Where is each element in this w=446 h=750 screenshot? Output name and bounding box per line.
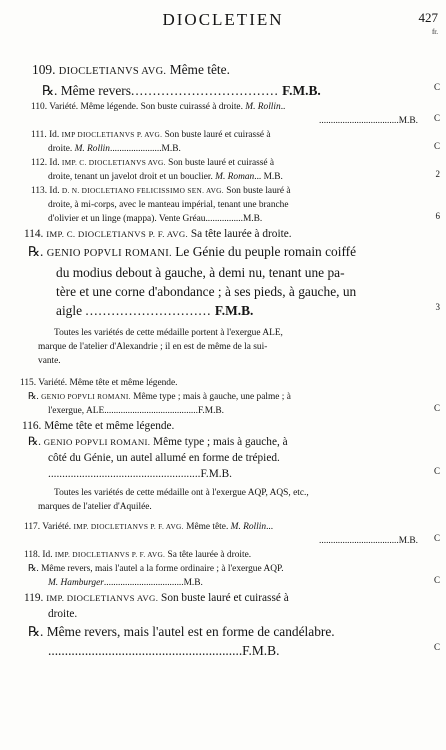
entry-110: 110. Variété. Même légende. Son buste cuirassé à droite. M. Rollin.. ..................................M.B. C	[0, 100, 446, 128]
entry-number: 111.	[31, 130, 47, 140]
entry-description: Sa tête laurée à droite.	[190, 228, 292, 240]
entry-118-reverse: ℞. Même revers, mais l'autel a la forme ordinaire ; à l'exergue AQP. M. Hamburger..................................M.B. C	[28, 564, 440, 588]
coin-legend: IMP. DIOCLETIANVS AVG.	[46, 593, 159, 603]
collection-name: M. Rollin	[230, 522, 267, 532]
rarity-mark: C	[433, 113, 440, 123]
entry-number: 119.	[24, 592, 44, 604]
rarity-mark: C	[433, 533, 440, 543]
module-line: ..................................M.B.	[319, 116, 418, 126]
entry-description: Son buste lauré et cuirassé à	[161, 592, 289, 604]
entry-number: 114.	[24, 228, 44, 240]
entry-117: 117. Variété. IMP. DIOCLETIANVS P. F. AVG. Même tête. M. Rollin... ..................................M.B. C	[0, 520, 446, 548]
collection-name: M. Roman	[215, 172, 255, 182]
entry-description: Même tête et même légende.	[44, 420, 175, 432]
entry-118: 118. Id. IMP. DIOCLETIANVS P. F. AVG. Sa tête laurée à droite.	[24, 550, 252, 560]
reverse-label: ℞. Même revers	[42, 83, 131, 98]
page-number: 427	[418, 10, 438, 25]
coin-legend: GENIO POPVLI ROMANI.	[41, 392, 131, 401]
footnote-ale: Toutes les variétés de cette médaille portent à l'exergue ALE, marque de l'atelier d'Alexandrie ; il en est de même de la sui- vante.	[38, 328, 283, 366]
module-label: F.M.B.	[214, 303, 254, 318]
rarity-mark: 6	[435, 211, 440, 221]
catalogue-text	[0, 60, 446, 660]
entry-114-reverse: ℞. GENIO POPVLI ROMANI. Le Génie du peuple romain coiffé du modius debout à gauche, à demi nu, tenant une pa- tère et une corne d'abondance ; à ses pieds, à gauche, un aigle ............................. F.M.B. 3	[28, 244, 440, 318]
entry-112: 112. Id. IMP. C. DIOCLETIANVS AVG. Son buste lauré et cuirassé à droite, tenant un javelot droit et un bouclier. M. Roman... M.B. 2	[31, 158, 440, 182]
coin-legend: IMP DIOCLETIANVS P. AVG.	[61, 130, 163, 139]
rarity-mark: C	[433, 141, 440, 151]
entry-description: Son buste lauré et cuirassé à	[168, 158, 275, 168]
entry-number: 112.	[31, 158, 48, 168]
reverse-label: ℞.	[28, 436, 41, 448]
rarity-mark: C	[433, 575, 440, 585]
margin-mark: fr.	[431, 28, 438, 36]
collection-name: M. Rollin	[245, 102, 281, 112]
footnote-aqp: Toutes les variétés de cette médaille ont à l'exergue AQP, AQS, etc., marques de l'atelier d'Aquilée.	[38, 488, 309, 512]
entry-119: 119. IMP. DIOCLETIANVS AVG. Son buste lauré et cuirassé à droite.	[24, 592, 289, 620]
entry-109	[0, 60, 446, 81]
page-header	[0, 8, 446, 36]
module-label: F.M.B.	[282, 83, 321, 98]
rarity-mark: C	[433, 466, 440, 476]
entry-description: Même tête.	[186, 522, 229, 532]
entry-114	[0, 226, 446, 242]
entry-109-reverse	[0, 81, 446, 100]
entry-number: 118.	[24, 550, 41, 560]
leader-dots: ..................................	[130, 83, 279, 98]
module-line: ..................................M.B.	[319, 536, 418, 546]
coin-legend: GENIO POPVLI ROMANI.	[43, 437, 151, 447]
entry-number: 116.	[22, 420, 42, 432]
entry-description: Variété. Même tête et même légende.	[38, 378, 178, 388]
coin-legend: IMP. DIOCLETIANVS P. F. AVG.	[54, 550, 166, 559]
entry-116-reverse: ℞. GENIO POPVLI ROMANI. Même type ; mais à gauche, à côté du Génie, un autel allumé en forme de trépied. ......................................................F.M.B. C	[28, 436, 440, 480]
coin-legend: GENIO POPVLI ROMANI.	[46, 248, 172, 259]
coin-legend: IMP. C. DIOCLETIANVS AVG.	[61, 158, 166, 167]
entry-number: 110.	[31, 102, 48, 112]
coin-legend: IMP. C. DIOCLETIANVS P. F. AVG.	[46, 229, 189, 239]
entry-description: Même tête.	[169, 62, 230, 77]
rarity-mark: C	[433, 82, 440, 92]
coin-legend: DIOCLETIANVS AVG.	[58, 66, 167, 77]
entry-111: 111. Id. IMP DIOCLETIANVS P. AVG. Son buste lauré et cuirassé à droite. M. Rollin......................M.B. C	[31, 130, 440, 154]
entry-115-reverse: ℞. GENIO POPVLI ROMANI. Même type ; mais à gauche, une palme ; à l'exergue, ALE........................................F.M.B. C	[28, 392, 440, 416]
rarity-mark: 3	[435, 302, 440, 312]
rarity-mark: 2	[435, 169, 440, 179]
entry-description: Son buste lauré à	[226, 186, 291, 196]
entry-number: 115.	[20, 378, 37, 388]
entry-113: 113. Id. D. N. DIOCLETIANO FELICISSIMO SEN. AVG. Son buste lauré à droite, à mi-corps, avec le manteau impérial, tenant une branche d'olivier et un linge (mappa). Vente Gréau................M.B. 6	[31, 186, 440, 224]
running-title: DIOCLETIEN	[162, 10, 284, 29]
entry-number: 113.	[31, 186, 48, 196]
collection-name: M. Hamburger	[48, 578, 104, 588]
reverse-label: ℞.	[28, 244, 44, 259]
collection-name: M. Rollin	[74, 144, 110, 154]
coin-legend: D. N. DIOCLETIANO FELICISSIMO SEN. AVG.	[61, 186, 224, 195]
rarity-mark: C	[433, 642, 440, 652]
entry-119-reverse: ℞. Même revers, mais l'autel est en forme de candélabre. ..........................................................F.M.B. C	[28, 624, 440, 658]
coin-legend: IMP. DIOCLETIANVS P. F. AVG.	[73, 522, 184, 531]
reverse-label: ℞.	[28, 392, 39, 402]
entry-number: 109.	[32, 62, 56, 77]
entry-description: Son buste lauré et cuirassé à	[164, 130, 271, 140]
leader-dots: .............................	[85, 303, 212, 318]
entry-115	[0, 376, 446, 390]
entry-description: Variété. Même légende. Son buste cuirassé à droite.	[49, 102, 243, 112]
entry-number: 117.	[24, 522, 41, 532]
entry-description: Sa tête laurée à droite.	[167, 550, 252, 560]
rarity-mark: C	[433, 403, 440, 413]
entry-116	[0, 418, 446, 434]
